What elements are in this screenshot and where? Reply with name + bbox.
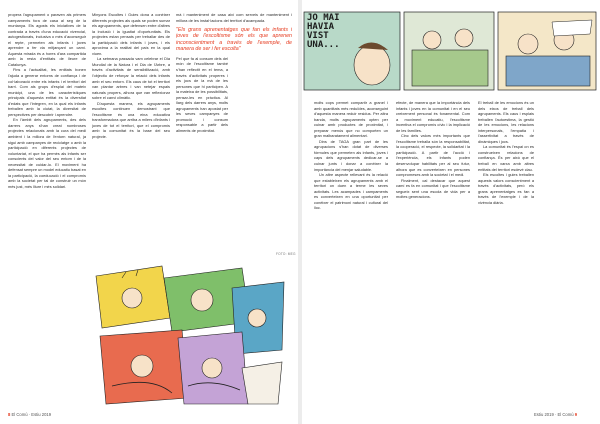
paragraph: molts cops permet compartir a granel i amb quantitats més reduïdes, aconseguint d'aquesta manera reduir residus. Per altra banda, molts agrupaments opten per cuinar amb productes de proximitat, i preparar menús que no comporten un gran malbaratament alimentari. (314, 100, 388, 139)
left-column-1 (8, 12, 86, 406)
right-column-2 (396, 100, 470, 402)
page-number: 8 (8, 412, 11, 417)
paragraph: Un altre aspecte rellevant és la relació que estableixen els agrupaments amb el territori on duen a terme les seves activitats. Les acampades i campaments es converteixen en una oportunitat per conèixer el patrimoni natural i cultural del lloc. (314, 172, 388, 211)
paragraph: La setmana passada vam celebrar el Dia Mundial de la Natura i el Dia de l'Arbre, a través d'activitats de sensibilització, amb l'objectiu de reforçar la relació dels infants amb el seu entorn. Els caus de tot el territori van plantar arbres i van netejar espais naturals propers, alhora que van reflexionar sobre el canvi climàtic. (92, 56, 170, 101)
paragraph: Els escoltes i guies treballen aquests valors conscientment a través d'activitats, però els grans aprenentatges es fan a través de l'exemple i de la vivència diària. (478, 172, 534, 205)
right-column-1 (314, 100, 388, 402)
comic-drawing (92, 258, 288, 408)
photo-credit: FOTO: MEG (276, 252, 296, 256)
paragraph: propera l'agrupament o paraven als primers campaments fora de casa al seg de la muntanya. Els agosts els iniciatives de la contrada a través d'una educació vivencial, autogestionats, inclusiva o més d'aconseguir el repte, permeten als infants i joves aprendre a fer via mitjançant un camí. Aquesta mirada és a hores d'ara compartida amb la resta d'entitats de lleure de Catalunya. (8, 12, 86, 67)
paragraph: La comunitat és l'espai on es construeixen relacions de confiança. És per això que el treball en xarxa amb altres entitats del territori esdevé clau. (478, 144, 534, 172)
paragraph: Pel que fa al consum dels del món de l'escoltisme també s'han reflectit en el tema, a través d'activitats properes i els jocs de la mà de les persones que hi participen. A la mateixa de les possibilitats, pensar-les en pràctica. Al llarg dels darrers anys, molts agrupaments han apostat per les seves campanyes de promoció i consum responsable a partir dels aliments de proximitat. (176, 55, 228, 134)
paragraph: Dins de TAGA gran part de les agrupacions s'han dotat de diverses fórmules que permeten als infants, joves i caps dels agrupaments dedicar-se a cuinar junts i donar a conèixer la importància del menjar saludable. (314, 138, 388, 172)
paragraph: El treball de les emocions és un dels eixos de treball dels agrupaments. Els caus i esplais treballen l'autoestima, la gestió de les emocions, les relacions interpersonals, l'empatia i l'assertivitat a través de dinàmiques i jocs. (478, 100, 534, 144)
comic-speech-text (307, 14, 340, 50)
comic-strip (302, 10, 598, 92)
paragraph: mà i manteniment de casa així com serveis de manteniment i millora de les instal·lacions del territori d'acampada. (176, 12, 292, 23)
comic-illustration (92, 258, 288, 408)
footer-source: El Comú · Estiu 2019 (11, 412, 52, 417)
page-footer (8, 412, 51, 417)
page-footer (534, 412, 577, 417)
paragraph: En l'àmbit dels agrupaments, des dels darrers anys s'han creat nombroses projectes relacionats amb la cura del medi ambient i la millora de l'entorn natural, ja sigui amb campanyes de reciclatge o amb la participació en diferents projectes de voluntariat, el que ha permès als infants ser conscients del valor del seu entorn i de la necessitat de cuidar-lo. El moviment ha defensat sempre un model educatiu basat en la participació, la coeducació i el compromís amb la societat per tal de construir un món més just, més lliure i més solidari. (8, 117, 86, 189)
right-column-3 (478, 100, 534, 402)
paragraph: Fins a l'actualitat, les entitats bonen l'ajuda a generar entorns de confiança i de col·laboració entre els infants i el territori del barri. Com als grups d'esplai del mateix municipi, una de les característiques principals d'aquesta entitat és la diversitat d'edats que l'integren, en la qual els infants treballen amb la ciutat, la diversitat de perspectives per descobrir i aprendre. (8, 67, 86, 117)
footer-source: Estiu 2019 · El Comú (534, 412, 574, 417)
paragraph: efecte, de manera que la importància dels infants i joves en la comunitat i en el seu creixement personal és fonamental. Com a moviment educatiu, l'escoltisme incentiva el compromís cívic i la implicació de les famílies. (396, 100, 470, 133)
left-page (0, 0, 298, 424)
comic-text-line: JO MAI (307, 13, 340, 23)
page-number: 9 (574, 412, 578, 417)
comic-text-line: VIST (307, 31, 329, 41)
comic-text-line: UNA... (307, 40, 340, 50)
paragraph: Minyons Escoltes i Guies dona a conèixer diferents projectes als quals se poden sumar els agrupaments, que defensen entre d'altres la inclusió i la igualtat d'oportunitats. Els projectes estan pensats per treballar des de la participació dels infants i joves, i els aproxima a la realitat del país en la qual viuen. (92, 12, 170, 56)
paragraph: Finalment, cal destacar que aquest camí es fa en comunitat i que l'escoltisme segueix sent una escola de vida per a moltes generacions. (396, 177, 470, 200)
comic-strip-drawing (302, 10, 598, 92)
pull-quote: "Els grans aprenentatges que fan els infants i joves de l'escoltisme són els que aprenen inconscientment a través de l'exemple, de manera de ser i fer escolta" (176, 27, 292, 52)
paragraph: D'aquesta manera, els agrupaments escoltes continuen demostrant que l'escoltisme és una eina educativa transformadora que arriba a milers d'infants i joves de tot el territori, que el compromís amb la comunitat és la base del seu projecte. (92, 100, 170, 140)
comic-text-line: HAVIA (307, 22, 335, 32)
right-page (302, 0, 600, 424)
paragraph: Cinc dels valors més importants que l'escoltisme treballa són la responsabilitat, la cooperació, el respecte, la solidaritat i la participació. A partir de l'acció i l'experiència, els infants poden desenvolupar habilitats per al seu futur, alhora que es converteixen en persones compromeses amb la societat i el medi. (396, 133, 470, 178)
left-column-3 (176, 12, 292, 248)
